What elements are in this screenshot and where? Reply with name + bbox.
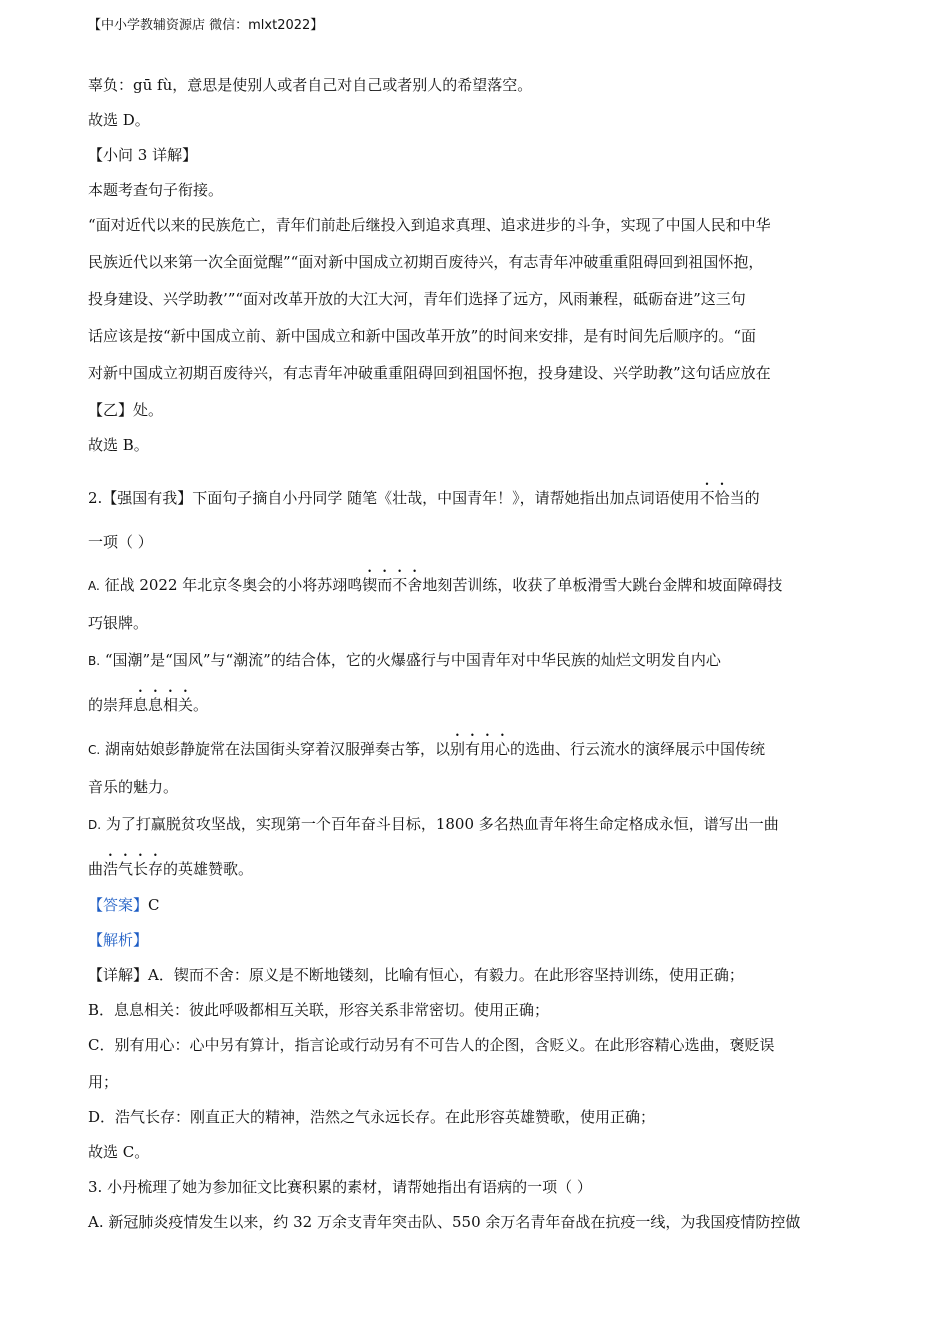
paragraph-line: 民族近代以来第一次全面觉醒”“面对新中国成立初期百废待兴，有志青年冲破重重阻碍回到祖国怀抱， — [88, 253, 764, 271]
option-text: 曲 — [88, 860, 104, 878]
definition-line: 辜负：gū fù，意思是使别人或者自己对自己或者别人的希望落空。 — [88, 76, 533, 94]
answer-value: C — [148, 896, 160, 914]
paragraph-line: 话应该是按“新中国成立前、新中国成立和新中国改革开放”的时间来安排，是有时间先后顺序的。“面 — [88, 327, 757, 345]
question-3-option-a: A. 新冠肺炎疫情发生以来，约 32 万余支青年突击队、550 余万名青年奋战在抗疫一线，为我国疫情防控做 — [88, 1213, 801, 1231]
option-text: 。 — [193, 696, 209, 714]
emphasized-text: 浩气长存 — [103, 860, 164, 878]
emphasized-text: 别有用心 — [449, 740, 510, 758]
emphasized-text: 锲而不舍 — [362, 576, 423, 594]
option-text: “国潮”是“国风”与“潮流”的结合体，它的火爆盛行与中国青年对中华民族的灿烂文明发自内心 — [100, 651, 721, 669]
question-2-stem-end: 一项（ ） — [88, 533, 153, 551]
option-a — [88, 567, 864, 597]
option-text: 湖南姑娘彭静旋常在法国街头穿着汉服弹奏古筝，以 — [100, 740, 450, 758]
paragraph-line: 对新中国成立初期百废待兴，有志青年冲破重重阻碍回到祖国怀抱，投身建设、兴学助教”这句话应放在 — [88, 364, 771, 382]
explanation-line: 用； — [88, 1073, 119, 1091]
section-heading: 【小问 3 详解】 — [88, 146, 198, 164]
topic-line: 本题考查句子衔接。 — [88, 181, 224, 199]
page-header: 【中小学教辅资源店 微信：mlxt2022】 — [88, 18, 324, 33]
option-text: 的选曲、行云流水的演绎展示中国传统 — [510, 740, 766, 758]
option-text: 的英雄赞歌。 — [163, 860, 254, 878]
option-b — [88, 649, 864, 672]
option-text: 为了打赢脱贫攻坚战，实现第一个百年奋斗目标，1800 多名热血青年将生命定格成永恒，谱写出一曲 — [101, 815, 779, 833]
option-c-cont: 音乐的魅力。 — [88, 778, 179, 796]
explanation-line: D．浩气长存：刚直正大的精神，浩然之气永远长存。在此形容英雄赞歌，使用正确； — [88, 1108, 656, 1126]
answer-label: 【答案】 — [88, 896, 149, 914]
option-c — [88, 731, 864, 761]
question-3-stem: 3. 小丹梳理了她为参加征文比赛积累的素材，请帮她指出有语病的一项（ ） — [88, 1178, 592, 1196]
stem-text: 2.【强国有我】下面句子摘自小丹同学 随笔《壮哉，中国青年！》，请帮她指出加点词语使用 — [88, 489, 700, 507]
paragraph-line: “面对近代以来的民族危亡，青年们前赴后继投入到追求真理、追求进步的斗争，实现了中国人民和中华 — [88, 216, 771, 234]
option-b-cont — [88, 687, 864, 716]
stem-text: 当的 — [729, 489, 760, 507]
option-text: 的崇拜 — [88, 696, 134, 714]
option-text: 地刻苦训练，收获了单板滑雪大跳台金牌和坡面障碍技 — [422, 576, 783, 594]
option-d — [88, 813, 864, 836]
explanation-line: C．别有用心：心中另有算计，指言论或行动另有不可告人的企图，含贬义。在此形容精心选曲，褒贬误 — [88, 1036, 775, 1054]
emphasized-text: 息息相关 — [133, 696, 194, 714]
option-label: B. — [88, 654, 101, 668]
paragraph-line: 投身建设、兴学助教’”“面对改革开放的大江大河，青年们选择了远方，风雨兼程，砥砺奋进”这三句 — [88, 290, 746, 308]
option-a-cont: 巧银牌。 — [88, 614, 149, 632]
answer-line — [88, 894, 864, 916]
option-label: D. — [88, 818, 102, 832]
question-2-stem — [88, 480, 864, 509]
page-content — [88, 74, 864, 1233]
option-label: C. — [88, 743, 101, 757]
paragraph-line: 【乙】处。 — [88, 401, 164, 419]
emphasized-text: 不恰 — [699, 489, 730, 507]
choice-line: 故选 B。 — [88, 436, 149, 454]
option-d-cont — [88, 851, 864, 880]
option-label: A. — [88, 579, 100, 593]
option-text: 征战 2022 年北京冬奥会的小将苏翊鸣 — [99, 576, 363, 594]
explanation-line: 【详解】A．锲而不舍：原义是不断地镂刻，比喻有恒心，有毅力。在此形容坚持训练，使用正确； — [88, 966, 744, 984]
explanation-line: B．息息相关：彼此呼吸都相互关联，形容关系非常密切。使用正确； — [88, 1001, 550, 1019]
choice-line: 故选 C。 — [88, 1143, 150, 1161]
choice-line: 故选 D。 — [88, 111, 150, 129]
analysis-label: 【解析】 — [88, 931, 149, 949]
